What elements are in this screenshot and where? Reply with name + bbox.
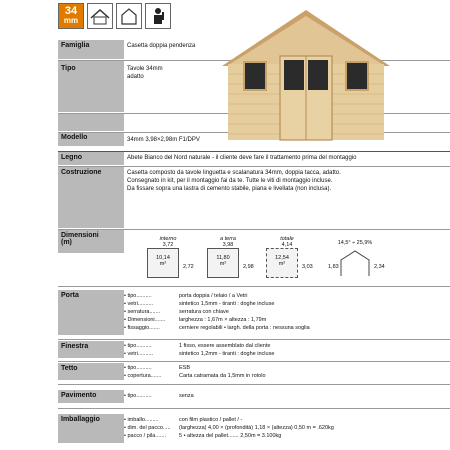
finestra-table: • tipo.......... 1 fisso, essere assemblato dal cliente • vetri.......... sintetico 1,2mm - tiranti : doghe incluse [124,343,275,357]
label-tipo: Tipo [58,61,124,113]
dim-interno: interno 3,72 10,14 m² 2,72 [143,236,193,278]
value-famiglia: Casetta doppia pendenza [127,43,196,49]
label-pavimento: Pavimento [58,390,124,404]
feature-icons [58,3,171,29]
dim-a-terra: a terra 3,98 11,80 m² 2,98 [203,236,253,278]
badge-unit: mm [63,16,79,25]
thickness-badge [58,3,84,29]
porta-item: • Dimensioni....... larghezza : 1,67m × altezza : 1,79m [124,317,267,323]
porta-item: • tipo.......... porta doppia / telaio / a Vetri [124,293,248,299]
costruzione-line-1: Casetta composto da tavole linguetta e scalanatura 34mm, doppia tacca, adatto. [127,170,341,176]
label-modello: Modello [58,133,124,147]
label-blank [58,114,124,132]
porta-item: • fissaggio....... cerniere regolabili • largh. della porta : nessuna soglia [124,325,310,331]
dim-totale: totale 4,14 12,54 m² 3,03 [262,236,312,278]
label-famiglia: Famiglia [58,40,124,60]
row-costruzione [58,167,450,229]
house-illustration [218,6,394,146]
label-porta: Porta [58,290,124,336]
label-finestra: Finestra [58,341,124,359]
label-tetto: Tetto [58,363,124,381]
value-modello: 34mm 3,98×2,98m F1/DPV [127,137,200,143]
porta-item: • vetri.......... sintetico 1,5mm - tiranti : doghe incluse [124,301,275,307]
house-outline-icon [116,3,142,29]
roof-profile-icon [87,3,113,29]
value-legno: Abete Bianco del Nord naturale - il cliente deve fare il trattamento prima del montaggio [127,155,357,161]
label-costruzione: Costruzione [58,167,124,229]
costruzione-line-3: Da fissare sopra una lastra di cemento stabile, piana e livellata (non inclusa). [127,186,332,192]
imballaggio-table: • imballo......... con film plastico / pallet / - • dim. del pacco..... (larghezza) 4,00 × (profondità) 1,18 × (altezza) 0,50 m = .620kg • pacco / pila....... 5 • altezza del pallet....... 2,50m = 3.100kg [124,417,334,439]
value-tipo-1: Tavole 34mm [127,66,163,72]
diy-assembly-icon [145,3,171,29]
label-imballaggio: Imballaggio [58,414,124,444]
dim-pendenza: 14,5° ÷ 25,9% 1,83 2,34 [320,240,390,278]
costruzione-line-2: Consegnato in kit, per il montaggio fai da te. Tutte le viti di montaggio incluse. [127,178,333,184]
badge-number: 34 [64,5,78,17]
row-legno [58,152,450,166]
pavimento-table: • tipo.......... senza [124,393,194,399]
porta-table [124,292,429,332]
label-legno: Legno [58,152,124,166]
label-dimensioni: Dimensioni [61,232,99,239]
row-dimensioni [58,230,450,254]
label-dimensioni-unit: (m) [61,239,72,246]
value-tipo-2: adatto [127,74,144,80]
tetto-table: • tipo.......... ESB • copertura....... Carta catramata da 1,5mm in rotolo [124,365,266,379]
porta-item: • serratura....... serratura con chiave [124,309,229,315]
